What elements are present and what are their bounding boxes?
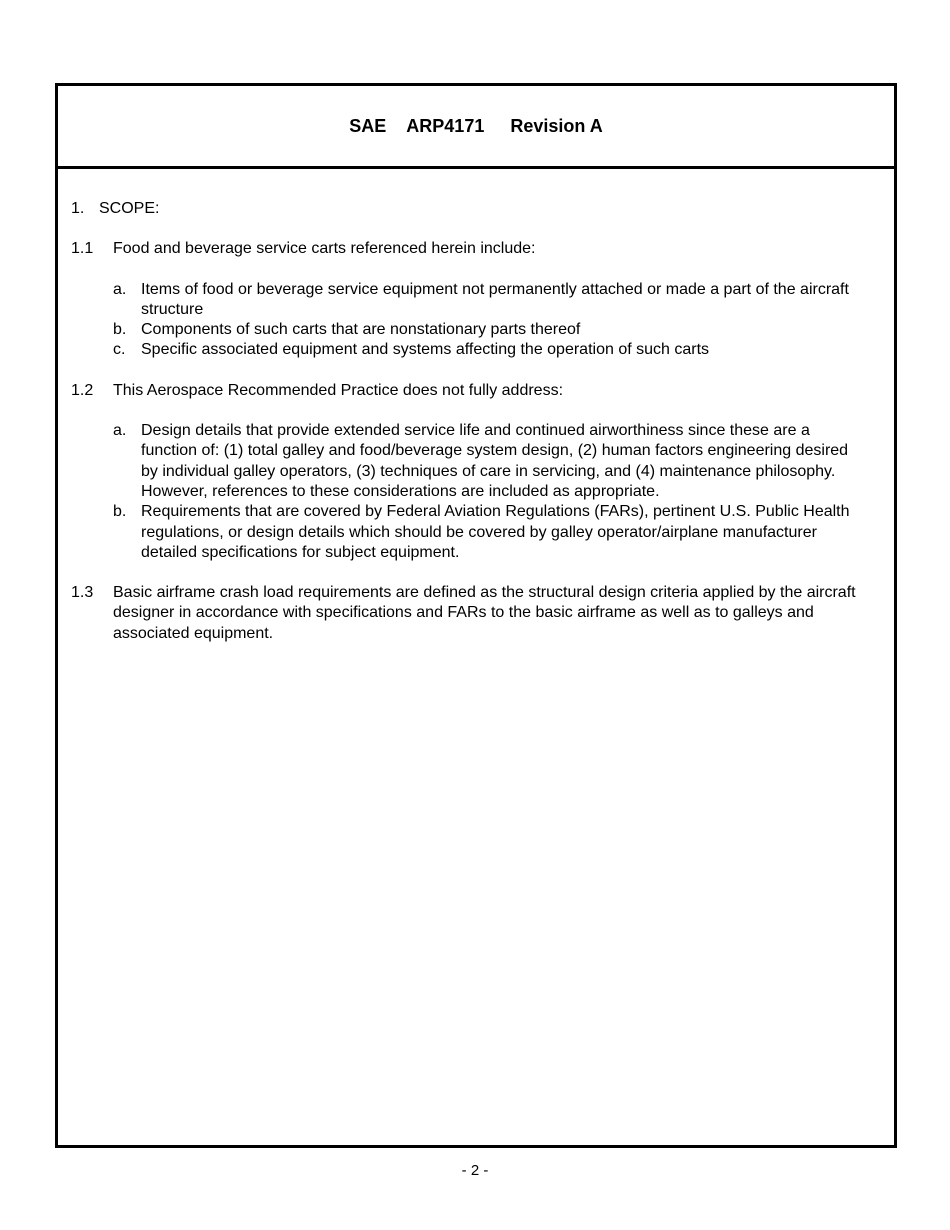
header-org: SAE	[349, 115, 387, 136]
list-item	[113, 421, 864, 502]
list-item	[113, 340, 864, 360]
list-item-letter: a.	[113, 280, 127, 298]
scope-number: 1.	[71, 200, 85, 217]
header-doc-number: ARP4171	[406, 115, 485, 136]
section-number: 1.1	[71, 240, 94, 258]
list-item-text: Design details that provide extended service life and continued airworthiness since these are a function of: (1) total galley and food/beverage system design, (2) human factors engineering desired by individual galley operators, (3) techniques of care in servicing, and (4) maintenance philosophy. However, references to these considerations are included as appropriate.	[141, 422, 849, 500]
document-body	[71, 199, 864, 664]
list-item	[113, 502, 864, 563]
section-1-1	[71, 239, 864, 259]
section-number: 1.3	[71, 584, 94, 602]
list-item-text: Items of food or beverage service equipment not permanently attached or made a part of the aircraft structure	[141, 280, 849, 318]
section-text: Basic airframe crash load requirements are defined as the structural design criteria applied by the aircraft designer in accordance with specifications and FARs to the basic airframe as well as to galleys and associated equipment.	[113, 584, 856, 642]
list-item-text: Specific associated equipment and systems affecting the operation of such carts	[141, 341, 710, 359]
list-item-letter: b.	[113, 321, 127, 339]
section-text: Food and beverage service carts referenced herein include:	[113, 240, 536, 258]
section-number: 1.2	[71, 381, 94, 399]
document-header	[58, 86, 894, 169]
scope-title: SCOPE:	[99, 200, 160, 217]
section-text: This Aerospace Recommended Practice does not fully address:	[113, 381, 564, 399]
list-item-letter: c.	[113, 341, 126, 359]
list-item	[113, 280, 864, 321]
list-item-letter: b.	[113, 503, 127, 521]
list-item-text: Components of such carts that are nonstationary parts thereof	[141, 321, 581, 339]
section-1-1-list	[113, 280, 864, 361]
list-item-text: Requirements that are covered by Federal Aviation Regulations (FARs), pertinent U.S. Public Health regulations, or design details which should be covered by galley operator/airplane manufacturer detailed specifications for subject equipment.	[141, 503, 850, 561]
list-item-letter: a.	[113, 422, 127, 440]
section-1-2-list	[113, 421, 864, 563]
page-frame	[55, 83, 897, 1148]
page-number: - 2 -	[461, 1162, 489, 1179]
header-revision: Revision A	[510, 115, 603, 136]
scope-heading	[71, 199, 864, 219]
section-1-2	[71, 381, 864, 401]
section-1-3	[71, 583, 864, 644]
list-item	[113, 320, 864, 340]
